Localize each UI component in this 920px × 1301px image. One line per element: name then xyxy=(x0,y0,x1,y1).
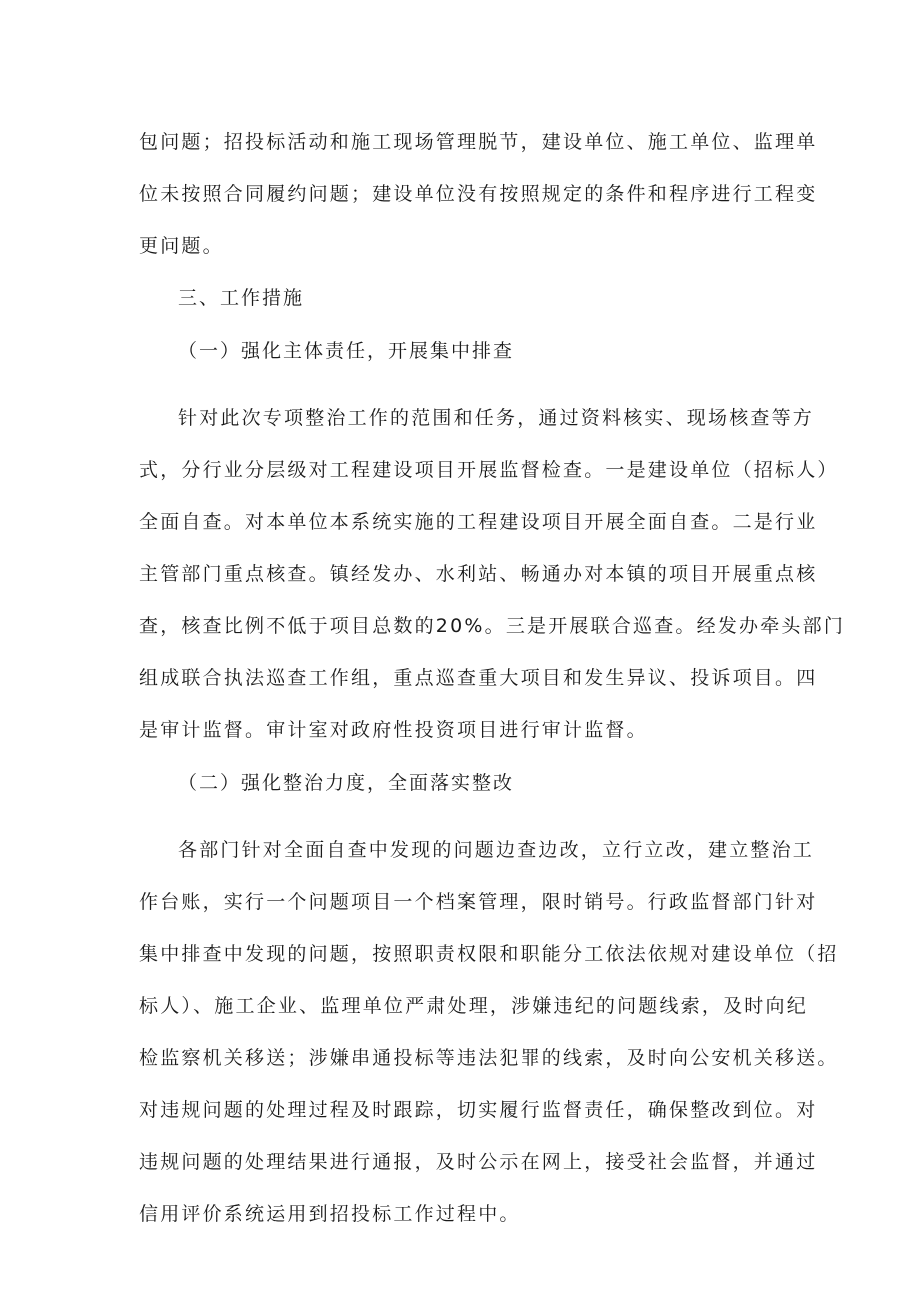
subsection-heading: （二）强化整治力度，全面落实整改 xyxy=(178,772,515,794)
paragraph-line: 信用评价系统运用到招投标工作过程中。 xyxy=(139,1203,521,1225)
paragraph-line: 各部门针对全面自查中发现的问题边查边改，立行立改，建立整治工 xyxy=(178,839,815,861)
paragraph-line: 更问题。 xyxy=(139,235,224,257)
paragraph-line: 主管部门重点核查。镇经发办、水利站、畅通办对本镇的项目开展重点核 xyxy=(139,563,818,585)
paragraph-line: 对违规问题的处理过程及时跟踪，切实履行监督责任，确保整改到位。对 xyxy=(139,1099,818,1121)
paragraph-line: 组成联合执法巡查工作组，重点巡查重大项目和发生异议、投诉项目。四 xyxy=(139,667,818,689)
paragraph-line: 作台账，实行一个问题项目一个档案管理，限时销号。行政监督部门针对 xyxy=(139,891,818,913)
subsection-heading: （一）强化主体责任，开展集中排查 xyxy=(178,340,515,362)
paragraph-line: 式，分行业分层级对工程建设项目开展监督检查。一是建设单位（招标人） xyxy=(139,459,839,481)
paragraph-line: 集中排查中发现的问题，按照职责权限和职能分工依法依规对建设单位（招 xyxy=(139,943,839,965)
paragraph-line: 查，核查比例不低于项目总数的20%。三是开展联合巡查。经发办牵头部门 xyxy=(139,615,846,637)
paragraph-line: 是审计监督。审计室对政府性投资项目进行审计监督。 xyxy=(139,719,648,741)
paragraph-line: 位未按照合同履约问题；建设单位没有按照规定的条件和程序进行工程变 xyxy=(139,183,818,205)
paragraph-line: 针对此次专项整治工作的范围和任务，通过资料核实、现场核查等方 xyxy=(178,407,815,429)
paragraph-line: 全面自查。对本单位本系统实施的工程建设项目开展全面自查。二是行业 xyxy=(139,511,818,533)
paragraph-line: 标人）、施工企业、监理单位严肃处理，涉嫌违纪的问题线索，及时向纪 xyxy=(139,995,808,1017)
paragraph-line: 包问题；招投标活动和施工现场管理脱节，建设单位、施工单位、监理单 xyxy=(139,131,818,153)
section-heading: 三、工作措施 xyxy=(178,287,305,309)
paragraph-line: 违规问题的处理结果进行通报，及时公示在网上，接受社会监督，并通过 xyxy=(139,1151,818,1173)
paragraph-line: 检监察机关移送；涉嫌串通投标等违法犯罪的线索，及时向公安机关移送。 xyxy=(139,1047,839,1069)
